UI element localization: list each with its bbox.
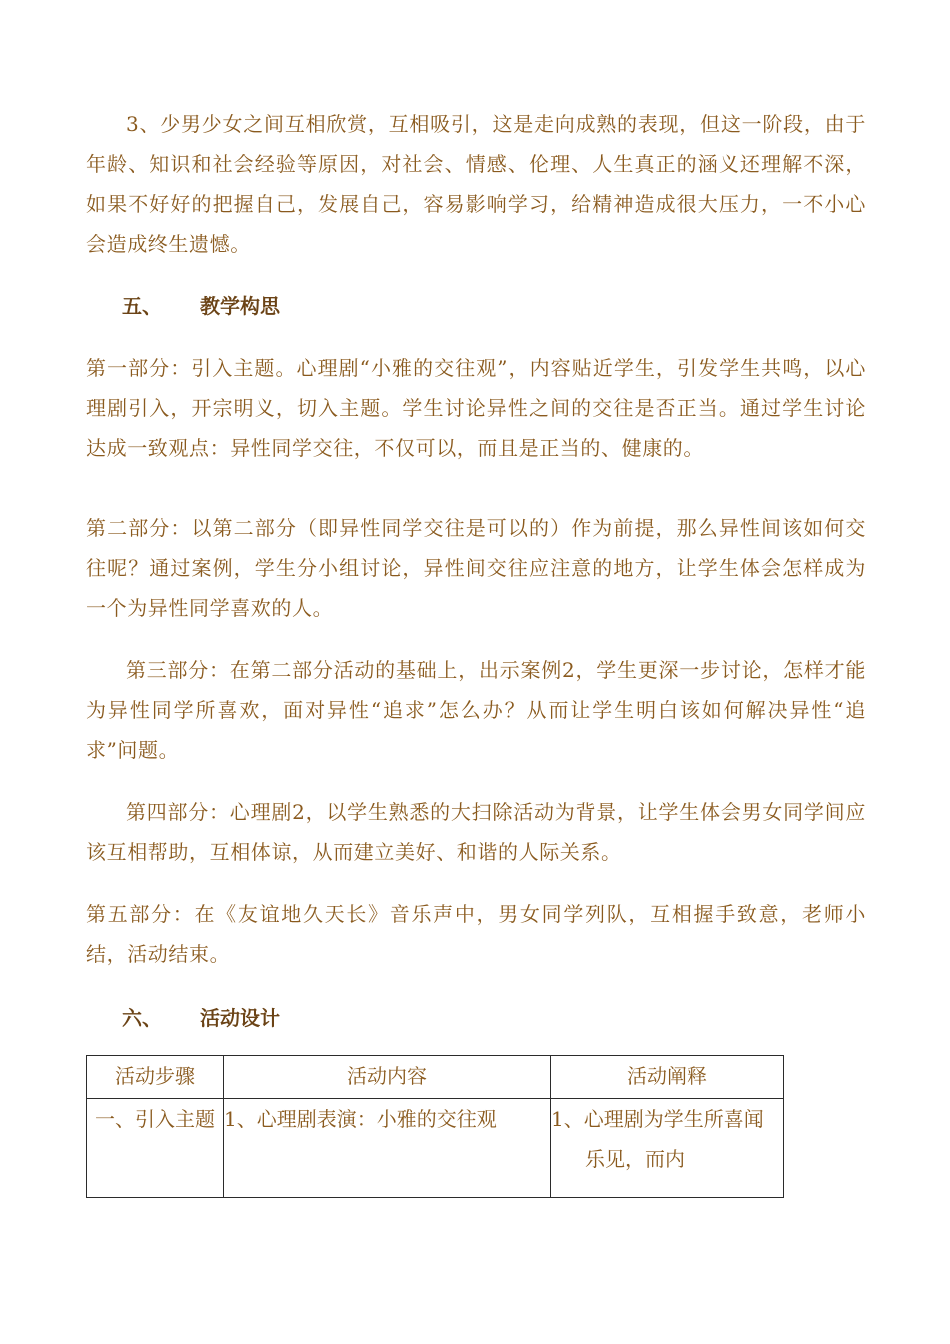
activity-design-table xyxy=(86,1055,784,1198)
table-row xyxy=(87,1099,784,1198)
table-cell: 1、心理剧表演：小雅的交往观 xyxy=(224,1099,551,1198)
paragraph-part-1: 第一部分：引入主题。心理剧“小雅的交往观”，内容贴近学生，引发学生共鸣，以心理剧引入，开宗明义，切入主题。学生讨论异性之间的交往是否正当。通过学生讨论达成一致观点：异性同学交往，不仅可以，而且是正当的、健康的。 xyxy=(86,356,866,460)
table-header-cell: 活动步骤 xyxy=(87,1056,224,1099)
table-cell: 一、引入主题 xyxy=(87,1099,224,1198)
section-heading-5 xyxy=(86,286,902,326)
section-title: 活动设计 xyxy=(200,1006,280,1030)
paragraph-part-2: 第二部分：以第二部分（即异性同学交往是可以的）作为前提，那么异性间该如何交往呢？通过案例，学生分小组讨论，异性间交往应注意的地方，让学生体会怎样成为一个为异性同学喜欢的人。 xyxy=(86,516,866,620)
section-title: 教学构思 xyxy=(200,294,280,318)
paragraph-part-5: 第五部分：在《友谊地久天长》音乐声中，男女同学列队，互相握手致意，老师小结，活动结束。 xyxy=(86,902,866,966)
section-heading-6 xyxy=(86,998,902,1038)
table-header-cell: 活动内容 xyxy=(224,1056,551,1099)
paragraph-part-4: 第四部分：心理剧2，以学生熟悉的大扫除活动为背景，让学生体会男女同学间应该互相帮助，互相体谅，从而建立美好、和谐的人际关系。 xyxy=(86,800,866,864)
section-number: 五、 xyxy=(122,294,162,318)
table-header-row xyxy=(87,1056,784,1099)
table-header-cell: 活动阐释 xyxy=(551,1056,784,1099)
section-number: 六、 xyxy=(122,1006,162,1030)
table-cell: 1、心理剧为学生所喜闻乐见，而内 xyxy=(551,1099,784,1198)
paragraph-point-3: 3、少男少女之间互相欣赏，互相吸引，这是走向成熟的表现，但这一阶段，由于年龄、知识和社会经验等原因，对社会、情感、伦理、人生真正的涵义还理解不深，如果不好好的把握自己，发展自己，容易影响学习，给精神造成很大压力，一不小心会造成终生遗憾。 xyxy=(86,112,866,256)
paragraph-part-3: 第三部分：在第二部分活动的基础上，出示案例2，学生更深一步讨论，怎样才能为异性同学所喜欢，面对异性“追求”怎么办？从而让学生明白该如何解决异性“追求”问题。 xyxy=(86,658,866,762)
